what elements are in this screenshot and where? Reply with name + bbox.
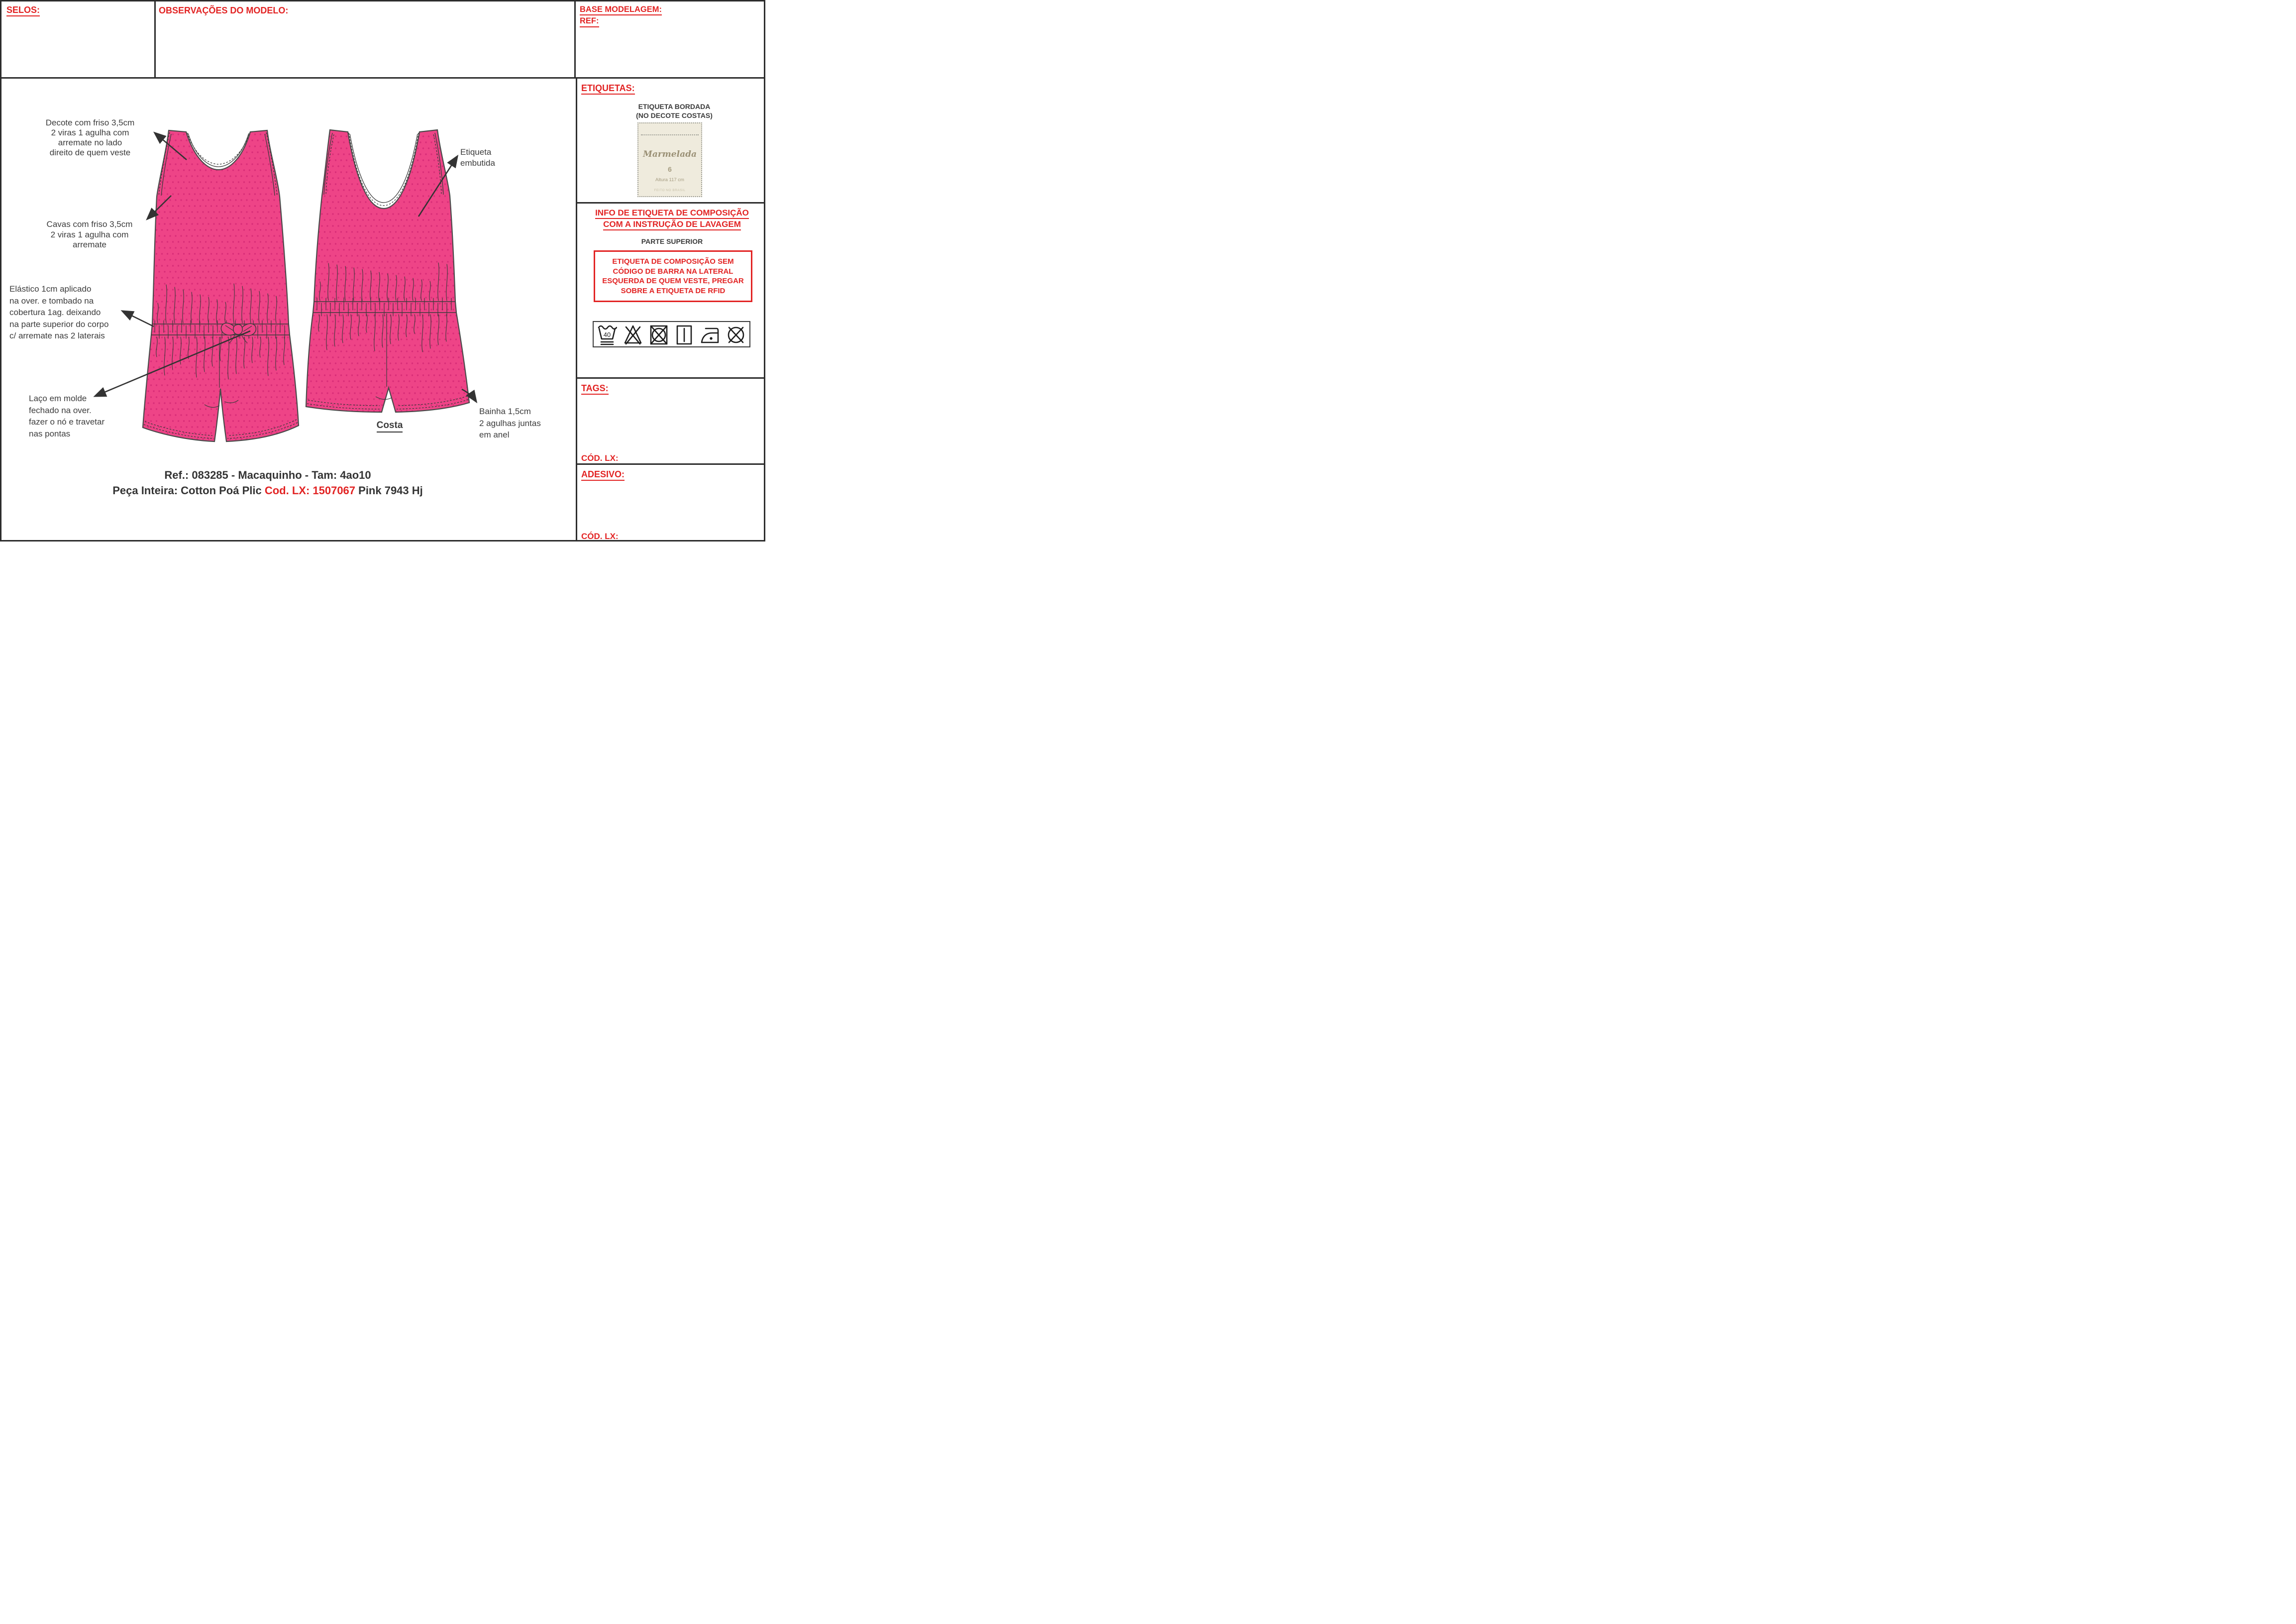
do-not-bleach-icon <box>623 323 643 346</box>
cod-lx-value: Cod. LX: 1507067 <box>264 484 356 497</box>
do-not-tumble-dry-icon <box>649 323 669 346</box>
etiquetas-title: ETIQUETAS: <box>581 84 635 95</box>
do-not-dry-clean-icon <box>726 323 746 346</box>
wash-40-delicate-icon <box>597 323 617 346</box>
laco-annotation: Laço em molde fechado na over. fazer o nó e travetar nas pontas <box>29 394 105 438</box>
selos-box <box>1 1 156 77</box>
bainha-annotation: Bainha 1,5cm 2 agulhas juntas em anel <box>479 407 541 439</box>
care-symbols-bar <box>593 321 750 347</box>
back-view-caption: Costa <box>360 420 419 433</box>
label-brand: Marmelada <box>643 149 697 159</box>
back-view-drawing <box>304 128 477 432</box>
decote-annotation: Decote com friso 3,5cm 2 viras 1 agulha com arremate no lado direito de quem veste <box>45 118 135 157</box>
cavas-annotation: Cavas com friso 3,5cm 2 viras 1 agulha com arremate <box>46 219 133 249</box>
label-size: 6 <box>668 165 672 173</box>
tags-section <box>576 377 765 463</box>
tech-pack-sheet <box>0 0 765 541</box>
etiqueta-embutida-annotation: Etiqueta embutida <box>460 147 495 168</box>
adesivo-title: ADESIVO: <box>581 470 625 481</box>
adesivo-section <box>576 463 765 541</box>
base-modelagem-title: BASE MODELAGEM: <box>580 5 662 15</box>
label-fold-line <box>641 134 699 135</box>
material-line: Peça Inteira: Cotton Poá Plic Cod. LX: 1507067 Pink 7943 Hj <box>112 484 423 497</box>
front-view-drawing <box>136 126 303 447</box>
drip-dry-icon <box>674 323 694 346</box>
woven-label-preview <box>637 122 702 197</box>
etiqueta-bordada-caption: ETIQUETA BORDADA (NO DECOTE COSTAS) <box>636 103 713 119</box>
info-etiqueta-title: INFO DE ETIQUETA DE COMPOSIÇÃO COM A INSTRUÇÃO DE LAVAGEM <box>581 208 763 230</box>
etiquetas-section <box>576 79 765 202</box>
tags-title: TAGS: <box>581 384 609 395</box>
info-etiqueta-section <box>576 202 765 377</box>
elastico-annotation: Elástico 1cm aplicado na over. e tombado na cobertura 1ag. deixando na parte superior do corpo c/ arremate nas 2 laterais <box>9 284 109 340</box>
observacoes-title: OBSERVAÇÕES DO MODELO: <box>159 5 289 15</box>
label-height: Altura 117 cm <box>655 177 684 183</box>
label-origin: FEITO NO BRASIL <box>654 189 686 192</box>
base-modelagem-box <box>576 1 765 77</box>
observacoes-box <box>156 1 576 77</box>
composition-warning-box <box>594 250 752 302</box>
parte-superior-label: PARTE SUPERIOR <box>641 237 703 245</box>
reference-footer <box>11 467 524 498</box>
tags-cod-lx-label: CÓD. LX: <box>581 453 619 463</box>
ref-line: Ref.: 083285 - Macaquinho - Tam: 4ao10 <box>164 469 371 481</box>
svg-text:40: 40 <box>603 330 611 338</box>
adesivo-cod-lx-label: CÓD. LX: <box>581 532 619 541</box>
composition-warning-text: ETIQUETA DE COMPOSIÇÃO SEM CÓDIGO DE BARRA NA LATERAL ESQUERDA DE QUEM VESTE, PREGAR SOBRE A ETIQUETA DE RFID <box>602 257 744 295</box>
selos-title: SELOS: <box>6 5 40 16</box>
ref-title: REF: <box>580 17 599 27</box>
iron-low-heat-icon <box>700 323 720 346</box>
